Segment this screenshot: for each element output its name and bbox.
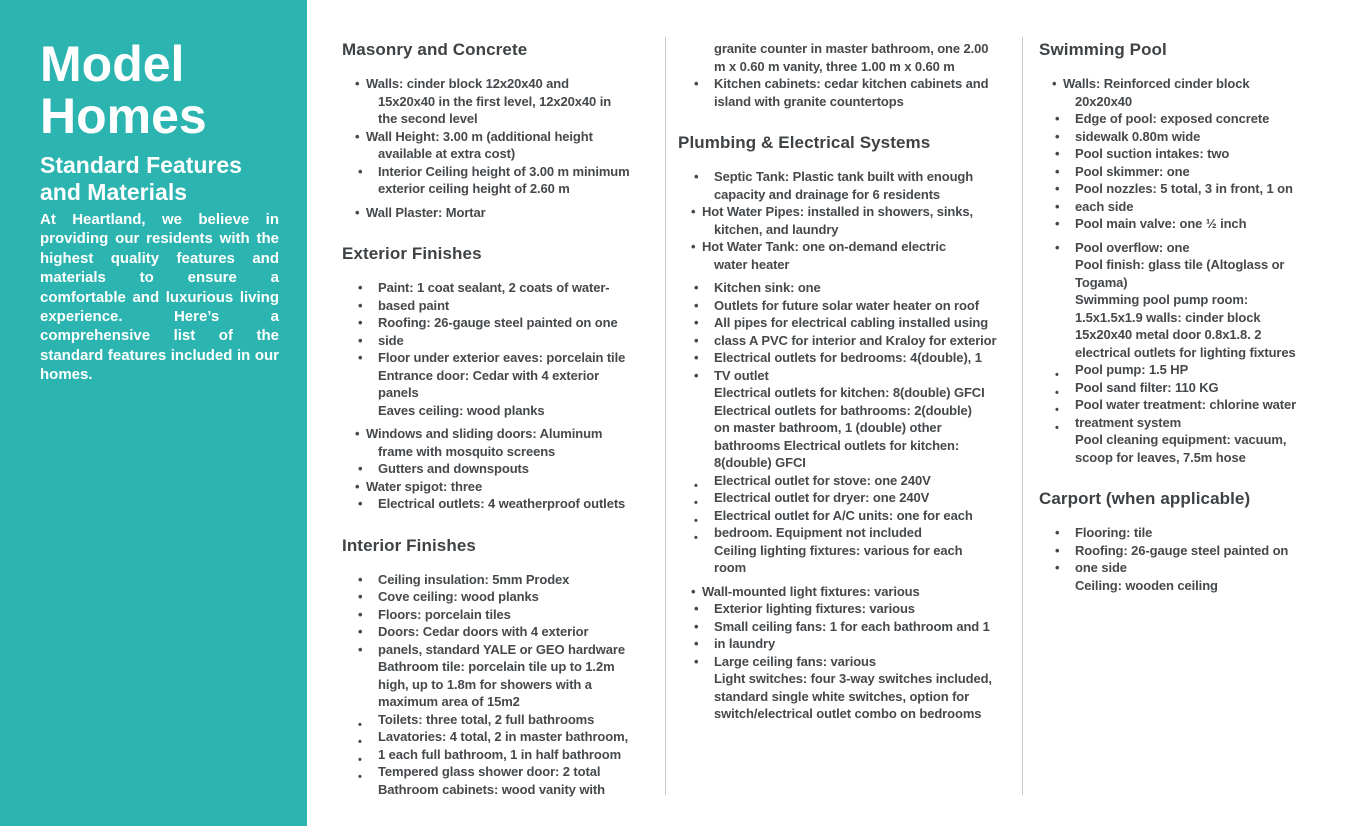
bullet-marker: • [358,641,363,657]
list-item [342,279,666,297]
list-item-text: Walls: Reinforced cinder block [1063,76,1250,91]
list-item-text: Hot Water Pipes: installed in showers, sinks, [702,204,973,219]
column-divider-2 [1022,37,1023,795]
list-item [678,40,1022,58]
list-item [342,425,666,443]
list-item-text: 1.5x1.5x1.9 walls: cinder block [1075,309,1261,325]
bullet-marker: • [1055,198,1060,214]
list-item [1039,361,1368,379]
list-item [678,507,1022,525]
list-item-text: granite counter in master bathroom, one 2.00 [714,41,989,56]
list-item-text: 1 each full bathroom, 1 in half bathroom [378,746,622,762]
list-item-text: class A PVC for interior and Kraloy for exterior [714,332,997,348]
page-title: Model Homes [40,36,207,144]
list-item [1039,559,1368,577]
list-item-text: Ceiling: wooden ceiling [1075,577,1218,593]
list-item-text: Pool suction intakes: two [1075,146,1230,161]
bullet-marker: • [358,332,363,348]
list-item [342,110,666,128]
list-item [1039,542,1368,560]
list-item-text: bathrooms Electrical outlets for kitchen: [714,437,960,453]
list-item [342,349,666,367]
list-item-text: switch/electrical outlet combo on bedrooms [714,706,982,721]
list-item [678,600,1022,618]
list-item [342,163,666,181]
bullet-marker: • [1055,163,1060,179]
list-item-text: room [714,560,747,575]
bullet-marker: • [694,367,699,383]
list-item [678,332,1022,350]
bullet-marker: • [1055,421,1059,434]
section [678,133,1022,723]
list-item-text: Electrical outlets for bathrooms: 2(double) [714,402,972,418]
list-item-text: available at extra cost) [378,146,516,161]
list-item [342,384,666,402]
list-item [678,437,1022,455]
list-item-text: 15x20x40 metal door 0.8x1.8. 2 [1075,327,1262,342]
bullet-marker: • [691,204,696,219]
list-item-text: one side [1075,560,1127,575]
feature-list [342,571,666,799]
list-item [678,524,1022,542]
section [342,244,666,513]
list-item [678,705,1022,723]
bullet-marker: • [1052,76,1057,91]
section [342,40,666,221]
list-item [678,221,1022,239]
list-item [678,203,1022,221]
list-item-text: Bathroom cabinets: wood vanity with [378,781,605,797]
section-heading: Plumbing & Electrical Systems [678,133,931,152]
list-item [678,402,1022,420]
list-item-text: m x 0.60 m vanity, three 1.00 m x 0.60 m [714,58,955,74]
bullet-marker: • [1055,239,1060,255]
list-item-text: the second level [378,111,478,126]
list-item [678,653,1022,671]
list-item [1039,180,1368,198]
list-item [678,542,1022,560]
list-item [1039,274,1368,292]
list-item [342,746,666,764]
bullet-marker: • [1055,216,1060,231]
list-item-text: Pool cleaning equipment: vacuum, [1075,432,1287,447]
list-item-text: TV outlet [714,367,769,383]
bullet-marker: • [358,589,363,604]
list-item [342,478,666,496]
list-item [342,297,666,315]
list-item-text: standard single white switches, option for [714,688,970,704]
list-item [678,367,1022,385]
list-item [342,180,666,198]
list-item [1039,145,1368,163]
list-item [678,349,1022,367]
list-item-text: panels [378,385,419,400]
list-item [342,623,666,641]
list-item-text: maximum area of 15m2 [378,694,520,709]
sidebar [0,0,307,826]
list-item [678,635,1022,653]
bullet-marker: • [358,350,363,365]
list-item [342,676,666,694]
list-item-text: Light switches: four 3-way switches included, [714,671,992,686]
bullet-marker: • [1055,560,1060,575]
bullet-marker: • [694,653,699,669]
list-item [1039,577,1368,595]
bullet-marker: • [355,128,360,144]
list-item [678,238,1022,256]
list-item-text: Kitchen sink: one [714,280,821,295]
list-item-text: Flooring: tile [1075,525,1153,540]
bullet-marker: • [694,601,699,616]
list-item [1039,75,1368,93]
list-item-text: Electrical outlet for dryer: one 240V [714,490,930,505]
list-item [1039,309,1368,327]
list-item [1039,128,1368,146]
list-item [678,279,1022,297]
list-item-text: scoop for leaves, 7.5m hose [1075,449,1246,465]
bullet-marker: • [694,497,698,509]
bullet-marker: • [694,315,699,330]
column-3 [1039,40,1368,594]
list-item [1039,449,1368,467]
list-item-text: Tempered glass shower door: 2 total [378,764,601,779]
list-item [1039,344,1368,362]
list-item-text: Pool skimmer: one [1075,163,1190,179]
list-item [678,583,1022,601]
list-item [342,332,666,350]
bullet-marker: • [694,618,699,634]
bullet-marker: • [1055,386,1059,399]
list-item [342,763,666,781]
list-item-text: Small ceiling fans: 1 for each bathroom and 1 [714,618,990,634]
section-heading: Swimming Pool [1039,40,1167,59]
list-item [342,641,666,659]
list-item-text: Hot Water Tank: one on-demand electric [702,239,946,254]
bullet-marker: • [694,332,699,348]
list-item-text: Paint: 1 coat sealant, 2 coats of water- [378,280,610,295]
list-item [678,618,1022,636]
bullet-marker: • [358,771,362,783]
list-item [1039,414,1368,432]
bullet-marker: • [1055,146,1060,161]
bullet-marker: • [694,636,699,651]
bullet-marker: • [1055,369,1059,381]
list-item-text: electrical outlets for lighting fixtures [1075,344,1296,360]
list-item-text: All pipes for electrical cabling installed using [714,315,989,330]
list-item-text: bedroom. Equipment not included [714,525,922,540]
list-item-text: Doors: Cedar doors with 4 exterior [378,624,589,639]
section [1039,40,1368,466]
list-item [1039,93,1368,111]
bullet-marker: • [1055,404,1059,416]
list-item-text: in laundry [714,636,776,651]
bullet-marker: • [358,753,362,766]
bullet-marker: • [358,297,363,313]
bullet-marker: • [694,532,698,544]
list-item-text: each side [1075,198,1134,214]
bullet-marker: • [694,479,698,492]
list-item-text: 8(double) GFCI [714,455,806,470]
list-item [342,402,666,420]
list-item-text: treatment system [1075,414,1182,430]
feature-list [678,168,1022,723]
list-item-text: Exterior lighting fixtures: various [714,601,915,616]
list-item [1039,110,1368,128]
bullet-marker: • [691,583,696,599]
list-item [678,168,1022,186]
page-subtitle: Standard Features and Materials [40,152,242,205]
feature-list [1039,75,1368,466]
list-item-text: Pool finish: glass tile (Altoglass or [1075,257,1285,272]
list-item-text: Floor under exterior eaves: porcelain tile [378,350,626,365]
list-item [1039,431,1368,449]
bullet-marker: • [1055,542,1060,558]
list-item-text: Interior Ceiling height of 3.00 m minimum [378,163,630,179]
list-item-text: Pool overflow: one [1075,239,1190,255]
list-item [342,606,666,624]
list-item-text: on master bathroom, 1 (double) other [714,420,942,435]
bullet-marker: • [1055,181,1060,196]
bullet-marker: • [1055,525,1060,540]
list-item [342,693,666,711]
intro-paragraph: At Heartland, we believe in providing our residents with the highest quality features and materials to ensure a comfortable and luxurious living experience. Here’s a comprehensive list of the standard features included in our homes. [40,211,279,384]
list-item-text: Outlets for future solar water heater on roof [714,297,979,313]
list-item [678,297,1022,315]
list-item [1039,215,1368,233]
list-item [678,472,1022,490]
list-item [1039,291,1368,309]
bullet-marker: • [694,76,699,91]
list-item [342,711,666,729]
list-item [678,314,1022,332]
list-item [342,781,666,799]
list-item [342,495,666,513]
bullet-marker: • [355,204,360,220]
bullet-marker: • [358,461,363,476]
bullet-marker: • [694,280,699,295]
list-item [342,314,666,332]
list-item [342,658,666,676]
list-item-text: sidewalk 0.80m wide [1075,128,1201,144]
feature-list [1039,524,1368,594]
section [678,40,1022,110]
list-item-text: Electrical outlet for stove: one 240V [714,472,931,488]
list-item [342,204,666,222]
list-item-text: Electrical outlets for bedrooms: 4(double), 1 [714,350,982,365]
list-item-text: Wall Plaster: Mortar [366,204,486,220]
list-item [342,128,666,146]
list-item-text: Water spigot: three [366,478,483,494]
list-item-text: Floors: porcelain tiles [378,606,511,622]
bullet-marker: • [355,426,360,441]
list-item-text: Pool water treatment: chlorine water [1075,397,1297,412]
list-item [342,75,666,93]
list-item-text: capacity and drainage for 6 residents [714,186,941,202]
bullet-marker: • [358,496,363,511]
list-item-text: 15x20x40 in the first level, 12x20x40 in [378,93,612,109]
list-item [342,443,666,461]
bullet-marker: • [691,239,696,254]
bullet-marker: • [1055,111,1060,126]
list-item-text: Ceiling insulation: 5mm Prodex [378,571,570,587]
list-item-text: high, up to 1.8m for showers with a [378,676,592,692]
list-item-text: Electrical outlets: 4 weatherproof outlets [378,496,626,511]
list-item-text: Roofing: 26-gauge steel painted on one [378,315,618,330]
section-heading: Masonry and Concrete [342,40,528,59]
list-item-text: Swimming pool pump room: [1075,292,1249,307]
list-item [678,688,1022,706]
list-item [1039,256,1368,274]
list-item [342,460,666,478]
list-item-text: based paint [378,297,450,313]
list-item-text: Cove ceiling: wood planks [378,589,539,604]
list-item-text: Bathroom tile: porcelain tile up to 1.2m [378,659,615,674]
list-item-text: Windows and sliding doors: Aluminum [366,426,603,441]
list-item-text: Walls: cinder block 12x20x40 and [366,76,569,91]
column-2 [678,40,1022,723]
bullet-marker: • [694,169,699,184]
feature-list [342,279,666,513]
bullet-marker: • [358,280,363,295]
list-item-text: exterior ceiling height of 2.60 m [378,181,570,196]
list-item-text: Ceiling lighting fixtures: various for each [714,542,963,558]
column-1 [342,40,666,798]
bullet-marker: • [358,571,363,587]
list-item [678,670,1022,688]
list-item-text: island with granite countertops [714,93,904,109]
list-item [678,419,1022,437]
section-heading: Interior Finishes [342,535,476,555]
list-item-text: Electrical outlets for kitchen: 8(double) GFCI [714,385,985,400]
bullet-marker: • [355,76,360,91]
list-item [678,58,1022,76]
list-item-text: Pool main valve: one ½ inch [1075,216,1247,231]
list-item-text: Entrance door: Cedar with 4 exterior [378,367,600,383]
bullet-marker: • [355,478,360,494]
list-item [1039,524,1368,542]
list-item [1039,396,1368,414]
list-item [1039,326,1368,344]
feature-list [678,40,1022,110]
list-item [342,367,666,385]
bullet-marker: • [358,315,363,330]
list-item [1039,239,1368,257]
list-item-text: Gutters and downspouts [378,461,529,476]
section [1039,489,1368,594]
list-item-text: side [378,332,404,348]
list-item [1039,163,1368,181]
list-item-text: Wall Height: 3.00 m (additional height [366,128,593,144]
list-item-text: Septic Tank: Plastic tank built with enough [714,169,974,184]
bullet-marker: • [358,606,363,622]
list-item-text: panels, standard YALE or GEO hardware [378,641,625,657]
bullet-marker: • [358,163,363,179]
list-item-text: Roofing: 26-gauge steel painted on [1075,542,1289,558]
list-item-text: frame with mosquito screens [378,443,556,459]
list-item-text: 20x20x40 [1075,93,1133,109]
list-item [342,93,666,111]
list-item-text: Eaves ceiling: wood planks [378,402,545,418]
section [342,536,666,799]
list-item-text: water heater [714,256,790,272]
list-item [678,75,1022,93]
list-item-text: Pool pump: 1.5 HP [1075,362,1189,377]
list-item-text: Edge of pool: exposed concrete [1075,111,1270,126]
list-item-text: Toilets: three total, 2 full bathrooms [378,711,595,727]
list-item-text: Large ceiling fans: various [714,653,877,669]
bullet-marker: • [694,350,699,365]
section-heading: Carport (when applicable) [1039,489,1251,508]
list-item [678,489,1022,507]
bullet-marker: • [1055,128,1060,144]
bullet-marker: • [358,624,363,639]
list-item-text: kitchen, and laundry [714,221,839,237]
bullet-marker: • [358,736,362,748]
bullet-marker: • [694,514,698,527]
list-item [678,256,1022,274]
list-item [678,454,1022,472]
bullet-marker: • [694,297,699,313]
list-item-text: Togama) [1075,274,1128,290]
list-item-text: Kitchen cabinets: cedar kitchen cabinets and [714,76,989,91]
list-item-text: Pool nozzles: 5 total, 3 in front, 1 on [1075,181,1293,196]
list-item [342,571,666,589]
list-item-text: Lavatories: 4 total, 2 in master bathroom, [378,729,629,744]
list-item-text: Pool sand filter: 110 KG [1075,379,1219,395]
list-item-text: Wall-mounted light fixtures: various [702,583,920,599]
list-item [678,186,1022,204]
list-item [678,93,1022,111]
list-item [678,384,1022,402]
section-heading: Exterior Finishes [342,244,482,263]
feature-list [342,75,666,221]
list-item-text: Electrical outlet for A/C units: one for each [714,507,973,523]
list-item [342,145,666,163]
bullet-marker: • [358,718,362,731]
list-item [1039,198,1368,216]
list-item [678,559,1022,577]
list-item [342,728,666,746]
list-item [1039,379,1368,397]
list-item [342,588,666,606]
